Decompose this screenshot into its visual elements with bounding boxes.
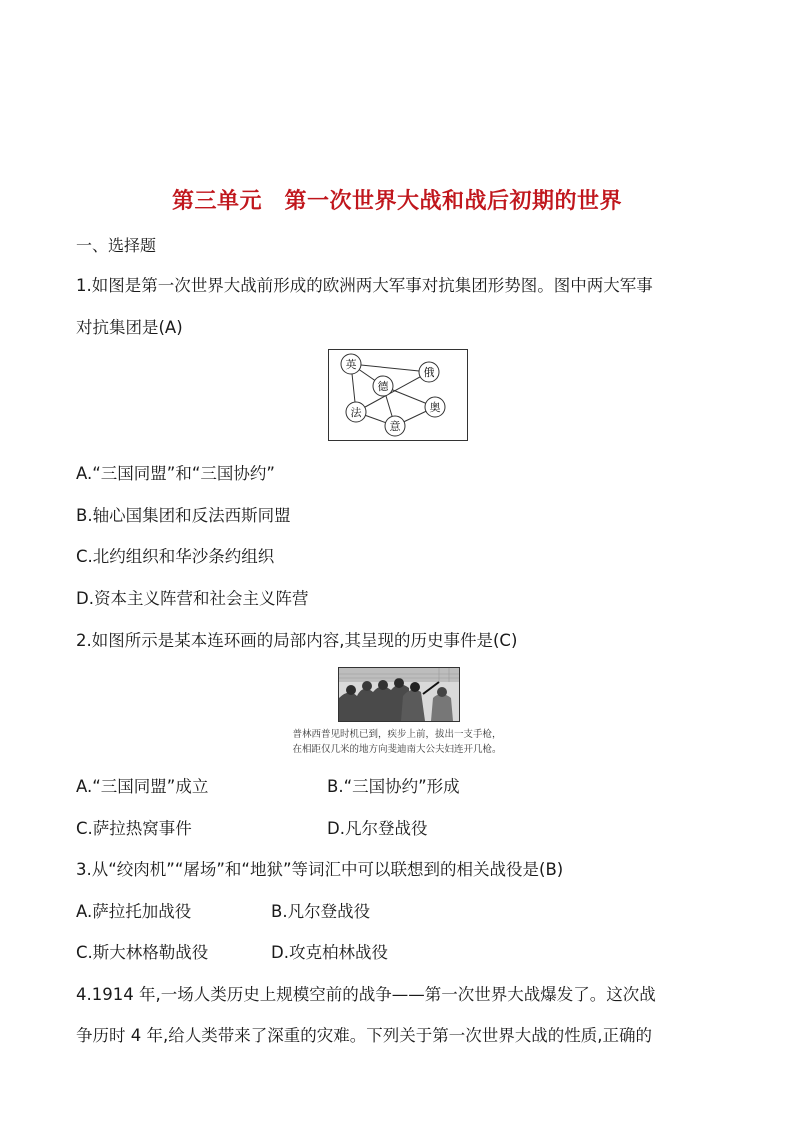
question-4-text-line2: 争历时 4 年,给人类带来了深重的灾难。下列关于第一次世界大战的性质,正确的 xyxy=(76,1026,652,1045)
node-label-ying: 英 xyxy=(345,358,357,371)
question-1-text-line1: 1.如图是第一次世界大战前形成的欧洲两大军事对抗集团形势图。图中两大军事 xyxy=(76,276,653,295)
question-1-option-c: C.北约组织和华沙条约组织 xyxy=(76,547,275,566)
question-2-option-c: C.萨拉热窝事件 xyxy=(76,819,192,838)
comic-illustration-svg xyxy=(339,668,459,721)
question-1-option-d: D.资本主义阵营和社会主义阵营 xyxy=(76,589,309,608)
edge-ying-e xyxy=(351,364,429,372)
question-3-option-a: A.萨拉托加战役 xyxy=(76,902,192,921)
node-label-yi: 意 xyxy=(389,420,401,433)
question-2-option-d: D.凡尔登战役 xyxy=(327,819,428,838)
comic-caption-line2: 在相距仅几米的地方向斐迪南大公夫妇连开几枪。 xyxy=(292,744,502,755)
alliance-diagram-svg xyxy=(329,350,467,440)
question-2-option-a: A.“三国同盟”成立 xyxy=(76,777,209,796)
question-3-option-c: C.斯大林格勒战役 xyxy=(76,943,209,962)
edge-fa-e xyxy=(356,372,429,412)
question-1-option-a: A.“三国同盟”和“三国协约” xyxy=(76,464,275,483)
question-3-text: 3.从“绞肉机”“屠场”和“地狱”等词汇中可以联想到的相关战役是(B) xyxy=(76,860,564,879)
node-label-de: 德 xyxy=(377,380,389,393)
alliance-diagram xyxy=(328,349,468,441)
question-3-option-d: D.攻克柏林战役 xyxy=(271,943,388,962)
node-label-fa: 法 xyxy=(350,406,362,419)
question-4-text-line1: 4.1914 年,一场人类历史上规模空前的战争——第一次世界大战爆发了。这次战 xyxy=(76,985,656,1004)
comic-illustration xyxy=(338,667,460,722)
node-label-ao: 奥 xyxy=(429,401,441,414)
section-heading: 一、选择题 xyxy=(76,236,157,255)
question-2-text: 2.如图所示是某本连环画的局部内容,其呈现的历史事件是(C) xyxy=(76,631,518,650)
question-1-text-line2: 对抗集团是(A) xyxy=(76,318,183,337)
question-2-option-b: B.“三国协约”形成 xyxy=(327,777,460,796)
question-1-option-b: B.轴心国集团和反法西斯同盟 xyxy=(76,506,291,525)
comic-caption-line1: 普林西普见时机已到，疾步上前，拔出一支手枪， xyxy=(292,729,502,740)
question-3-option-b: B.凡尔登战役 xyxy=(271,902,371,921)
page-title: 第三单元 第一次世界大战和战后初期的世界 xyxy=(171,189,622,214)
node-label-e: 俄 xyxy=(423,366,435,379)
